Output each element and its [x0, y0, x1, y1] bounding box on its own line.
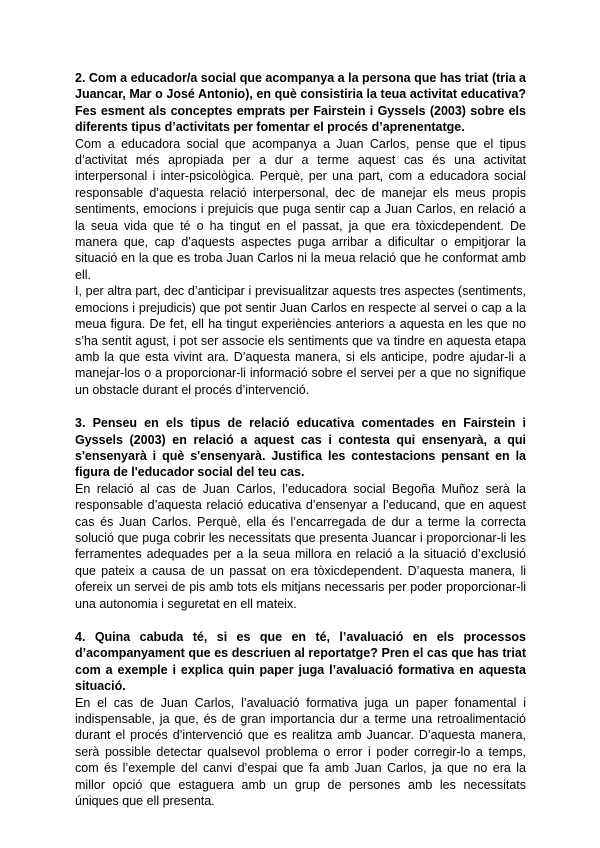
question-heading: 3. Penseu en els tipus de relació educativa comentades en Fairstein i Gyssels (2003) en relació a aquest cas i contesta qui ensenyarà, a qui s'ensenyarà i què s'ensenyarà. Justifica les contestacions pensant en la figura de l'educador social del teu cas.: [75, 416, 526, 480]
question-heading: 2. Com a educador/a social que acompanya a la persona que has triat (tria a Juancar, Mar o José Antonio), en què consistiria la teua activitat educativa? Fes esment als conceptes emprats per Fairstein i Gyssels (2003) sobre els diferents tipus d’activitats per fomentar el procés d’aprenentatge.: [75, 71, 526, 135]
answer-paragraph: Com a educadora social que acompanya a Juan Carlos, pense que el tipus d’activitat més apropiada per a dur a terme aquest cas és una activitat interpersonal i inter-psicològica. Perquè, per una part, com a educadora social responsable d’aquesta relació interpersonal, dec de manejar els meus propis sentiments, emocions i prejuicis que puga sentir cap a Juan Carlos, en relació a la seua vida que té o ha tingut en el passat, ja que era tòxicdependent. De manera que, cap d’aquests aspectes puga arribar a dificultar o empitjorar la situació en la que es troba Juan Carlos ni la meua relació que he conformat amb ell.: [75, 136, 526, 282]
answer-paragraph: En el cas de Juan Carlos, l’avaluació formativa juga un paper fonamental i indispensable, ja que, és de gran importancia dur a terme una retroalimentació durant el procés d’intervenció que es realitza amb Juancar. D’aquesta manera, serà possible detectar qualsevol problema o error i poder corregir-lo a temps, com és l’exemple del canvi d’espai que fa amb Juan Carlos, ja que no era la millor opció que estaguera amb un grup de persones amb les necessitats úniques que ell presenta.: [75, 695, 526, 809]
answer-paragraph: En relació al cas de Juan Carlos, l’educadora social Begoña Muñoz serà la responsable d’aquesta relació educativa d’ensenyar a l’educand, que en aquest cas és Juan Carlos. Perquè, ella és l’encarregada de dur a terme la correcta solució que puga cobrir les necessitats que presenta Juancar i proporcionar-li les ferramentes adequades per a la seua millora en relació a la situació d’exclusió que pateix a causa de un passat on era tòxicdependent. D’aquesta manera, li ofereix un servei de pis amb tots els mitjans necessaris per poder proporcionar-li una autonomia i seguretat en ell mateix.: [75, 481, 526, 611]
question-section-2: [75, 70, 526, 398]
document-page: [75, 70, 526, 826]
question-section-4: [75, 629, 526, 809]
answer-paragraph: I, per altra part, dec d’anticipar i previsualitzar aquests tres aspectes (sentiments, emocions i prejudicis) que pot sentir Juan Carlos en respecte al servei o cap a la meua figura. De fet, ell ha tingut experiències anteriors a aquesta en les que no s’ha sentit agust, i pot ser associe els sentiments que va tindre en aquesta etapa amb la que esta vivint ara. D’aquesta manera, si els anticipe, podre ajudar-li a manejar-los o a proporcionar-li informació sobre el servei per a que no signifique un obstacle durant el procés d’intervenció.: [75, 284, 526, 397]
question-heading: 4. Quina cabuda té, si es que en té, l’avaluació en els processos d’acompanyament que es descriuen al reportatge? Pren el cas que has triat com a exemple i explica quin paper juga l’avaluació formativa en aquesta situació.: [75, 630, 526, 694]
question-section-3: [75, 415, 526, 612]
